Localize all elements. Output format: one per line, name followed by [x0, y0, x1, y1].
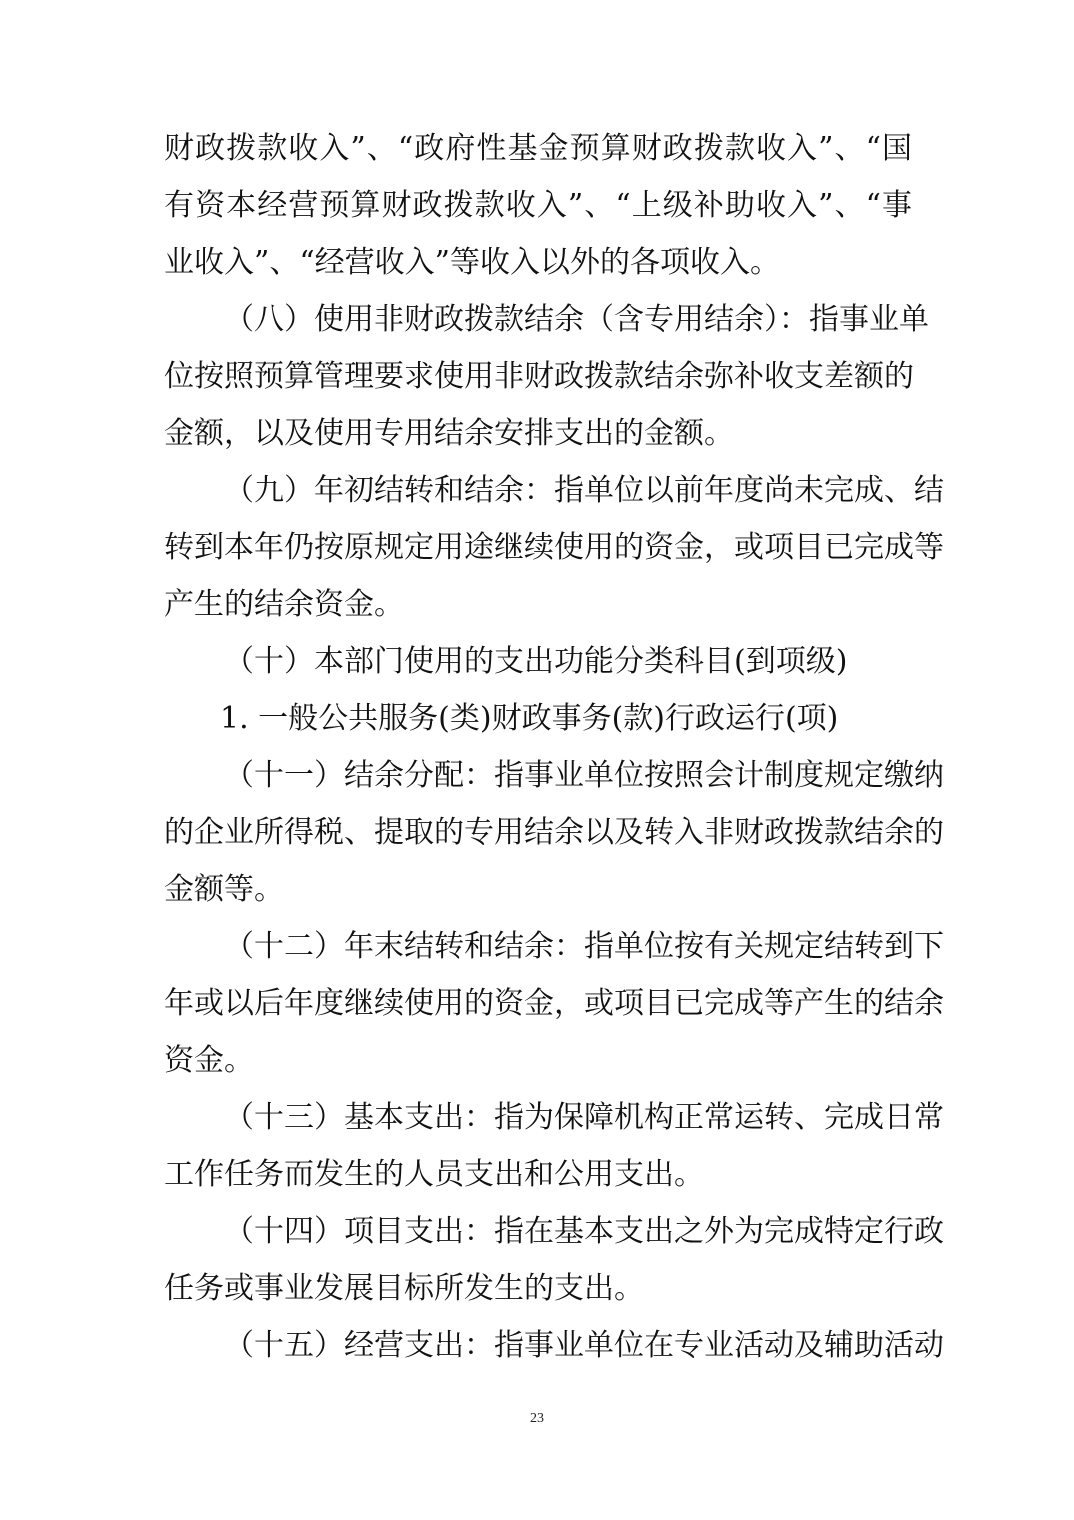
- page-number: 23: [530, 1411, 544, 1426]
- paragraph-line: 年或以后年度继续使用的资金，或项目已完成等产生的结余: [164, 986, 944, 1021]
- paragraph-line: 业收入”、“经营收入”等收入以外的各项收入。: [164, 245, 781, 280]
- paragraph-line: 金额等。: [164, 872, 284, 907]
- paragraph-line: 财政拨款收入”、“政府性基金预算财政拨款收入”、“国: [164, 131, 912, 166]
- paragraph-line: 的企业所得税、提取的专用结余以及转入非财政拨款结余的: [164, 815, 944, 850]
- section-13-heading-line: （十三）基本支出：指为保障机构正常运转、完成日常: [224, 1100, 944, 1135]
- document-body: [164, 120, 944, 1374]
- section-12-heading-line: （十二）年末结转和结余：指单位按有关规定结转到下: [224, 929, 944, 964]
- section-11-heading-line: （十一）结余分配：指事业单位按照会计制度规定缴纳: [224, 758, 944, 793]
- section-10-heading-line: （十）本部门使用的支出功能分类科目(到项级): [224, 644, 848, 679]
- list-item-1-line: 1. 一般公共服务(类)财政事务(款)行政运行(项): [220, 701, 839, 736]
- paragraph-line: 位按照预算管理要求使用非财政拨款结余弥补收支差额的: [164, 359, 914, 394]
- paragraph-line: 产生的结余资金。: [164, 587, 404, 622]
- paragraph-line: 任务或事业发展目标所发生的支出。: [164, 1271, 644, 1306]
- paragraph-line: 转到本年仍按原规定用途继续使用的资金，或项目已完成等: [164, 530, 944, 565]
- section-15-heading-line: （十五）经营支出：指事业单位在专业活动及辅助活动: [224, 1328, 944, 1363]
- section-9-heading-line: （九）年初结转和结余：指单位以前年度尚未完成、结: [224, 473, 944, 508]
- paragraph-line: 资金。: [164, 1043, 254, 1078]
- paragraph-line: 金额，以及使用专用结余安排支出的金额。: [164, 416, 734, 451]
- section-8-heading-line: （八）使用非财政拨款结余（含专用结余）：指事业单: [224, 302, 929, 337]
- paragraph-line: 有资本经营预算财政拨款收入”、“上级补助收入”、“事: [164, 188, 912, 223]
- section-14-heading-line: （十四）项目支出：指在基本支出之外为完成特定行政: [224, 1214, 944, 1249]
- paragraph-line: 工作任务而发生的人员支出和公用支出。: [164, 1157, 704, 1192]
